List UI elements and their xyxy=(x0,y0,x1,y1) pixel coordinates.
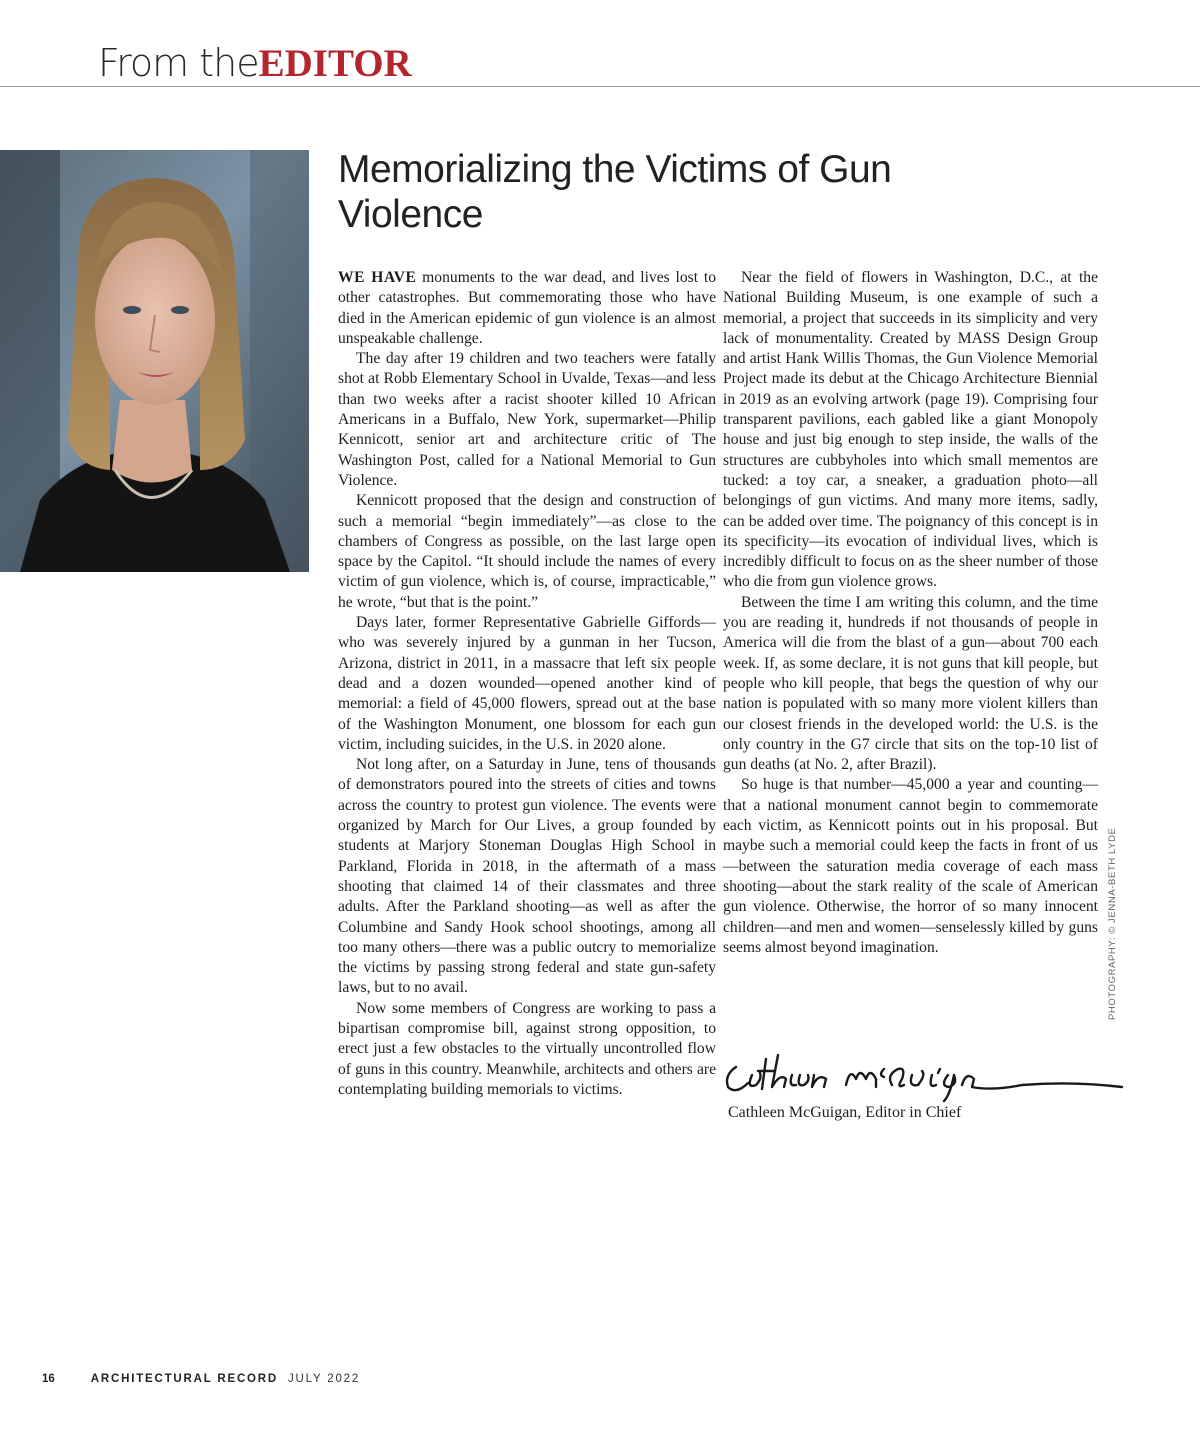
article-paragraph: Now some members of Congress are working to pass a bipartisan compromise bill, against strong opposition, to erect just a few obstacles to the virtually uncontrolled flow of guns in this country. Meanwhile, architects and others are contemplating building memorials to victims. xyxy=(338,999,716,1098)
article-paragraph: So huge is that number—45,000 a year and counting—that a national monument cannot begin to commemorate each victim, as Kennicott points out in his proposal. But maybe such a memorial could keep the facts in front of us—between the saturation media coverage of each mass shooting—about the stark reality of the scale of American gun violence. Otherwise, the horror of so many innocent children—and men and women—senselessly killed by guns seems almost beyond imagination. xyxy=(723,776,1098,956)
article-paragraph xyxy=(338,268,716,349)
photo-credit: PHOTOGRAPHY: © JENNA-BETH LYDE xyxy=(1107,827,1118,1020)
article-paragraph: Near the field of flowers in Washington, D.C., at the National Building Museum, is one example of such a memorial, a project that succeeds in its simplicity and very lack of monumentality. Created by MASS Design Group and artist Hank Willis Thomas, the Gun Violence Memorial Project made its debut at the Chicago Architecture Biennial in 2019 as an evolving artwork (page 19). Comprising four transparent pavilions, each gabled like a giant Monopoly house and just big enough to step inside, the walls of the structures are cubbyholes into which small mementos are tucked: a toy car, a sneaker, a graduation photo—all belongings of gun victims. And many more items, sadly, can be added over time. The poignancy of this concept is in its specificity—its evocation of individual lives, which is incredibly difficult to focus on as the sheer number of those who die from gun violence grows. xyxy=(723,269,1098,591)
article-paragraph: Not long after, on a Saturday in June, tens of thousands of demonstrators poured into the streets of cities and towns across the country to protest gun violence. The events were organized by March for Our Lives, a group founded by students at Marjory Stoneman Douglas High School in Parkland, Florida in 2018, in the aftermath of a mass shooting that claimed 14 of their classmates and three adults. After the Parkland shooting—as well as after the Columbine and Sandy Hook school shootings, among all too many others—there was a public outcry to memorialize the victims by passing strong federal and state gun-safety laws, but to no avail. xyxy=(338,756,716,997)
issue-date: JULY 2022 xyxy=(288,1373,361,1385)
section-header-name: EDITOR xyxy=(258,42,412,85)
article-paragraph: Days later, former Representative Gabrielle Giffords—who was severely injured by a gunman in her Tucson, Arizona, district in 2011, in a massacre that left six people dead and a dozen wounded—opened another kind of memorial: a field of 45,000 flowers, spread out at the base of the Washington Monument, one blossom for each gun victim, including suicides, in the U.S. in 2020 alone. xyxy=(338,614,716,753)
article-paragraph: The day after 19 children and two teachers were fatally shot at Robb Elementary School in Uvalde, Texas—and less than two weeks after a racist shooter killed 10 African Americans in a Buffalo, New York, supermarket—Philip Kennicott, senior art and architecture critic of The Washington Post, called for a National Memorial to Gun Violence. xyxy=(338,350,716,489)
section-header xyxy=(98,40,412,87)
editor-portrait-photo xyxy=(0,150,309,572)
editor-byline: Cathleen McGuigan, Editor in Chief xyxy=(728,1104,962,1121)
article-title: Memorializing the Victims of Gun Violence xyxy=(338,148,892,236)
editor-signature xyxy=(722,1045,1132,1105)
lead-in: WE HAVE xyxy=(338,269,417,286)
header-divider xyxy=(0,86,1200,87)
article-column-1 xyxy=(338,268,716,1100)
article-paragraph: Kennicott proposed that the design and construction of such a memorial “begin immediately”—as close to the chambers of Congress as possible, on the last large open space by the Capitol. “It should include the names of every victim of gun violence, which is, of course, impracticable,” he wrote, “but that is the point.” xyxy=(338,492,716,611)
page-footer xyxy=(42,1372,360,1386)
section-header-prefix: From the xyxy=(98,41,259,85)
article-paragraph: Between the time I am writing this column, and the time you are reading it, hundreds if not thousands of people in America will die from the blast of a gun—about 700 each week. If, as some declare, it is not guns that kill people, but people who kill people, that begs the question of why our nation is populated with so many more violent killers than our closest friends in the developed world: the U.S. is the only country in the G7 circle that sits on the top-10 list of gun deaths (at No. 2, after Brazil). xyxy=(723,593,1098,774)
page-number: 16 xyxy=(42,1373,55,1385)
paragraph-text: monuments to the war dead, and lives lost to other catastrophes. But commemorating those who have died in the American epidemic of gun violence is an almost unspeakable challenge. xyxy=(338,269,716,347)
magazine-name: ARCHITECTURAL RECORD xyxy=(90,1373,278,1385)
article-column-2 xyxy=(723,268,1098,958)
